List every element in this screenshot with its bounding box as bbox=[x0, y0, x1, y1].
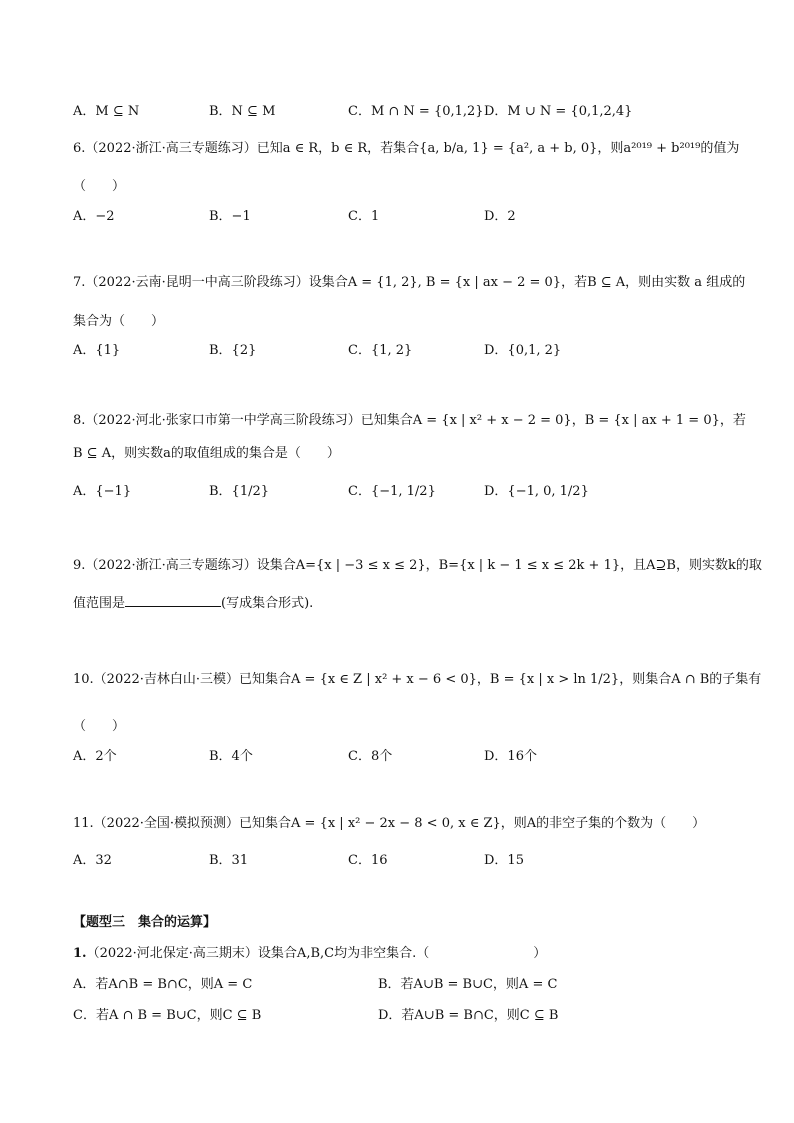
option-b: B．{2} bbox=[209, 343, 257, 358]
option-d: D．15 bbox=[484, 853, 524, 868]
question-stem: 6.（2022·浙江·高三专题练习）已知a ∈ R，b ∈ R，若集合{a, b/a, 1} = {a², a + b, 0}，则a²⁰¹⁹ + b²⁰¹⁹的值为 bbox=[73, 141, 740, 156]
question-stem: 10.（2022·吉林白山·三模）已知集合A = {x ∈ Z | x² + x − 6 < 0}，B = {x | x > ln 1/2}，则集合A ∩ B的子集有 bbox=[73, 672, 762, 687]
question-stem: 9.（2022·浙江·高三专题练习）设集合A={x | −3 ≤ x ≤ 2}，B={x | k − 1 ≤ x ≤ 2k + 1}，且A⊇B，则实数k的取 bbox=[73, 558, 762, 573]
option-d: D．2 bbox=[484, 209, 516, 224]
answer-paren: （ ） bbox=[73, 179, 126, 194]
question-stem: 11.（2022·全国·模拟预测）已知集合A = {x | x² − 2x − 8 < 0, x ∈ Z}，则A的非空子集的个数为（ ） bbox=[73, 816, 706, 831]
question-stem-cont: B ⊆ A，则实数a的取值组成的集合是（ ） bbox=[73, 446, 340, 461]
option-a: A．2个 bbox=[73, 749, 117, 764]
option-b: B．−1 bbox=[209, 209, 251, 224]
option-a: A．若A∩B = B∩C，则A = C bbox=[73, 977, 253, 992]
question-stem: 7.（2022·云南·昆明一中高三阶段练习）设集合A = {1, 2}, B = {x | ax − 2 = 0}，若B ⊆ A，则由实数 a 组成的 bbox=[73, 275, 746, 290]
option-d: D．{−1, 0, 1/2} bbox=[484, 484, 589, 499]
option-c: C．1 bbox=[348, 209, 380, 224]
option-a: A．−2 bbox=[73, 209, 115, 224]
option-d: D．{0,1, 2} bbox=[484, 343, 562, 358]
option-a: A．{1} bbox=[73, 343, 121, 358]
stem-text: (写成集合形式). bbox=[221, 596, 314, 611]
section-heading: 【题型三 集合的运算】 bbox=[73, 915, 217, 930]
question-number: 1. bbox=[73, 946, 87, 961]
option-b: B．若A∪B = B∪C，则A = C bbox=[378, 977, 558, 992]
option-d: D．若A∪B = B∩C，则C ⊆ B bbox=[378, 1008, 559, 1023]
question-stem-cont: 集合为（ ） bbox=[73, 314, 165, 329]
option-b: B．31 bbox=[209, 853, 249, 868]
option-c: C．M ∩ N = {0,1,2} bbox=[348, 104, 484, 119]
option-d: D．M ∪ N = {0,1,2,4} bbox=[484, 104, 633, 119]
option-a: A．32 bbox=[73, 853, 112, 868]
stem-text: 值范围是 bbox=[73, 596, 126, 611]
question-stem: 8.（2022·河北·张家口市第一中学高三阶段练习）已知集合A = {x | x² + x − 2 = 0}，B = {x | ax + 1 = 0}，若 bbox=[73, 413, 746, 428]
option-c: C．{−1, 1/2} bbox=[348, 484, 436, 499]
question-stem bbox=[73, 945, 546, 963]
question-stem-cont bbox=[73, 593, 313, 613]
option-b: B．4个 bbox=[209, 749, 253, 764]
option-c: C．16 bbox=[348, 853, 388, 868]
answer-paren: （ ） bbox=[73, 719, 126, 734]
stem-text: （2022·河北保定·高三期末）设集合A,B,C均为非空集合.（ ） bbox=[86, 946, 547, 961]
option-d: D．16个 bbox=[484, 749, 537, 764]
option-b: B．N ⊆ M bbox=[209, 104, 276, 119]
option-a: A．{−1} bbox=[73, 484, 132, 499]
option-c: C．{1, 2} bbox=[348, 343, 413, 358]
option-c: C．若A ∩ B = B∪C，则C ⊆ B bbox=[73, 1008, 262, 1023]
option-a: A．M ⊆ N bbox=[73, 104, 140, 119]
option-b: B．{1/2} bbox=[209, 484, 270, 499]
answer-blank bbox=[125, 593, 221, 607]
option-c: C．8个 bbox=[348, 749, 393, 764]
